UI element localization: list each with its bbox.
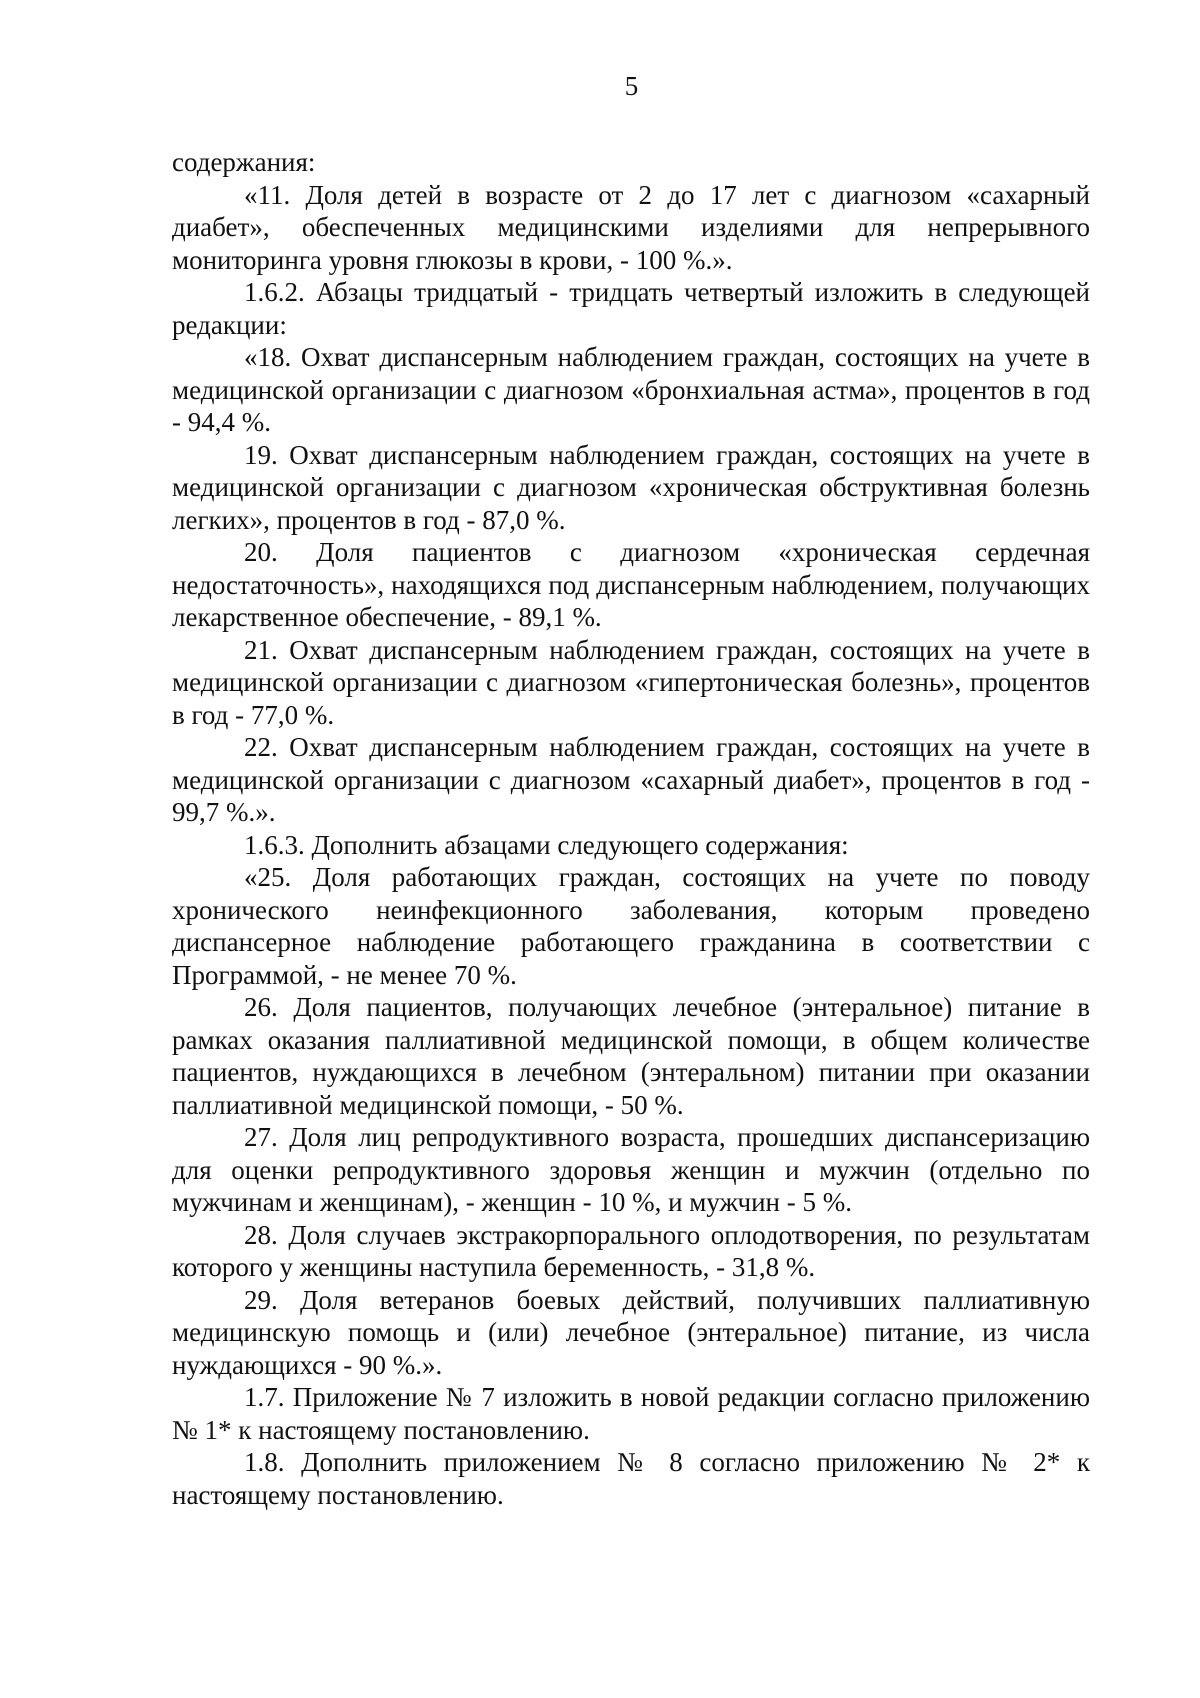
document-body (172, 146, 1090, 1511)
paragraph-clause-1-8: 1.8. Дополнить приложением № 8 согласно приложению № 2* к настоящему постановлению. (172, 1447, 1090, 1510)
paragraph-continuation: содержания: (172, 147, 316, 177)
paragraph-item-25: «25. Доля работающих граждан, состоящих на учете по поводу хронического неинфекционного заболевания, которым проведено диспансерное наблюдение работающего гражданина в соответствии с Программой, - не менее 70 %. (172, 862, 1090, 990)
paragraph-clause-1-6-2: 1.6.2. Абзацы тридцатый - тридцать четвертый изложить в следующей редакции: (172, 277, 1090, 340)
paragraph-item-28: 28. Доля случаев экстракорпорального оплодотворения, по результатам которого у женщины наступила беременность, - 31,8 %. (172, 1219, 1090, 1282)
paragraph-item-27: 27. Доля лиц репродуктивного возраста, прошедших диспансеризацию для оценки репродуктивного здоровья женщин и мужчин (отдельно по мужчинам и женщинам), - женщин - 10 %, и мужчин - 5 %. (172, 1122, 1090, 1217)
paragraph-item-11: «11. Доля детей в возрасте от 2 до 17 лет с диагнозом «сахарный диабет», обеспеченных медицинскими изделиями для непрерывного мониторинга уровня глюкозы в крови, - 100 %.». (172, 179, 1090, 275)
paragraph-item-22: 22. Охват диспансерным наблюдением граждан, состоящих на учете в медицинской организации с диагнозом «сахарный диабет», процентов в год - 99,7 %.». (172, 732, 1090, 827)
paragraph-item-20: 20. Доля пациентов с диагнозом «хроническая сердечная недостаточность», находящихся под диспансерным наблюдением, получающих лекарственное обеспечение, - 89,1 %. (172, 537, 1090, 632)
paragraph-item-21: 21. Охват диспансерным наблюдением граждан, состоящих на учете в медицинской организации с диагнозом «гипертоническая болезнь», процентов в год - 77,0 %. (172, 634, 1090, 730)
paragraph-item-26: 26. Доля пациентов, получающих лечебное (энтеральное) питание в рамках оказания паллиативной медицинской помощи, в общем количестве пациентов, нуждающихся в лечебном (энтеральном) питании при оказании паллиативной медицинской помощи, - 50 %. (172, 992, 1090, 1120)
paragraph-item-19: 19. Охват диспансерным наблюдением граждан, состоящих на учете в медицинской организации с диагнозом «хроническая обструктивная болезнь легких», процентов в год - 87,0 %. (172, 439, 1090, 535)
paragraph-item-18: «18. Охват диспансерным наблюдением граждан, состоящих на учете в медицинской организации с диагнозом «бронхиальная астма», процентов в год - 94,4 %. (172, 342, 1090, 437)
paragraph-clause-1-6-3: 1.6.3. Дополнить абзацами следующего содержания: (244, 829, 849, 860)
page-number: 5 (624, 71, 639, 101)
paragraph-item-29: 29. Доля ветеранов боевых действий, получивших паллиативную медицинскую помощь и (или) лечебное (энтеральное) питание, из числа нуждающихся - 90 %.». (172, 1284, 1090, 1380)
paragraph-clause-1-7: 1.7. Приложение № 7 изложить в новой редакции согласно приложению № 1* к настоящему постановлению. (172, 1382, 1090, 1445)
